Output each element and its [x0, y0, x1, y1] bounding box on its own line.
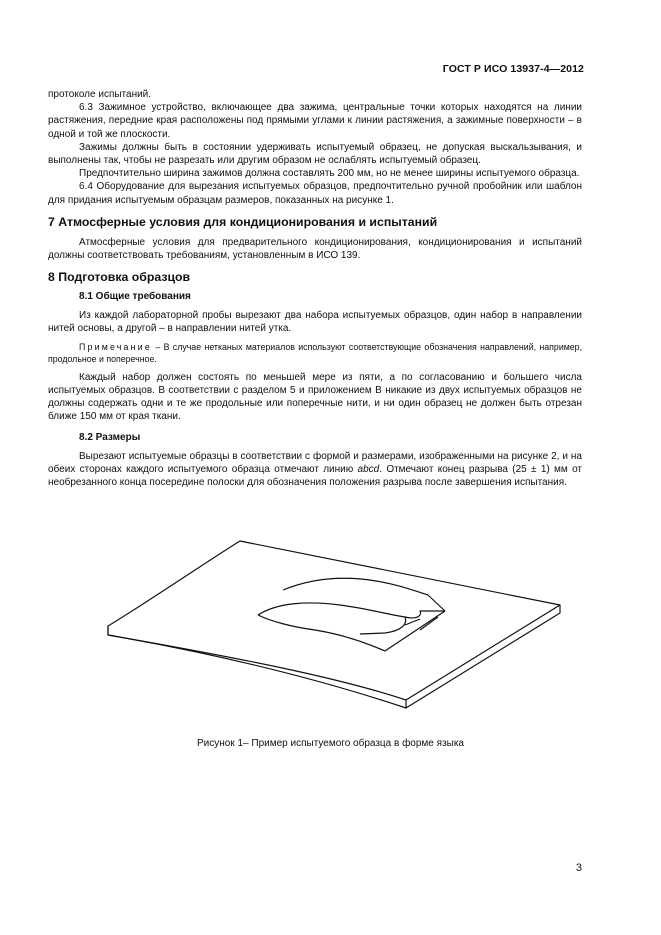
paragraph-part: Вырезают испытуемые образцы в соответствии с формой и размерами, изображенными на рисунке 2, и на обеих сторонах каждого испытуемого образца отмечают линию	[48, 450, 582, 475]
subsection-heading-8-1: 8.1 Общие требования	[79, 291, 191, 303]
tongue-specimen-figure	[100, 535, 570, 715]
paragraph: Предпочтительно ширина зажимов должна составлять 200 мм, но не менее ширины испытуемого образца.	[79, 168, 580, 180]
document-header: ГОСТ Р ИСО 13937-4—2012	[442, 63, 584, 75]
page-number: 3	[575, 862, 582, 874]
paragraph: Атмосферные условия для предварительного кондиционирования, кондиционирования и испытаний должны соответствовать требованиям, установленным в ИСО 139.	[48, 236, 582, 262]
paragraph: 6.4 Оборудование для вырезания испытуемых образцов, предпочтительно ручной пробойник или шаблон для придания испытуемым образцам размеров, показанных на рисунке 1.	[48, 181, 582, 206]
section-heading-8: 8 Подготовка образцов	[48, 270, 191, 285]
paragraph: Из каждой лабораторной пробы вырезают два набора испытуемых образцов, один набор в направлении нитей основы, а другой – в направлении нитей утка.	[48, 310, 582, 335]
specimen-drawing	[108, 541, 560, 708]
figure-caption: Рисунок 1– Пример испытуемого образца в форме языка	[197, 738, 464, 749]
paragraph: протоколе испытаний.	[48, 89, 152, 100]
paragraph: Каждый набор должен состоять по меньшей мере из пяти, а по согласованию и большего числа испытуемых образцов. В соответствии с разделом 5 и приложением В никакие из двух испытуемых образцов не должны содержать одни и те же продольные или поперечные нити, и ни один образец не должен быть отрезан ближе 150 мм от края ткани.	[48, 371, 582, 423]
subsection-heading-8-2: 8.2 Размеры	[79, 431, 141, 443]
body-text	[48, 88, 582, 489]
line-label: abcd	[357, 463, 380, 475]
note-text: В случае нетканых материалов используют соответствующие обозначения направлений, например, продольное и поперечное.	[48, 341, 583, 365]
paragraph: 6.3 Зажимное устройство, включающее два зажима, центральные точки которых находятся на линии растяжения, передние края расположены под прямыми углами к линии растяжения, а зажимные поверхности – в одной и той же плоскости.	[48, 102, 582, 140]
note-label: Примечание	[79, 341, 152, 352]
note-dash: –	[151, 341, 164, 352]
note	[48, 341, 582, 366]
section-heading-7: 7 Атмосферные условия для кондиционирования и испытаний	[48, 214, 438, 229]
paragraph-part: . Отмечают конец разрыва (25 ± 1) мм от необрезанного конца посередине полоски для обозначения положения разрыва после завершения испытания.	[48, 463, 583, 489]
paragraph: Зажимы должны быть в состоянии удерживать испытуемый образец, не допуская выскальзывания, и выполнены так, чтобы не разрезать или другим образом не ослаблять испытуемый образец.	[48, 141, 582, 167]
paragraph	[48, 450, 582, 490]
